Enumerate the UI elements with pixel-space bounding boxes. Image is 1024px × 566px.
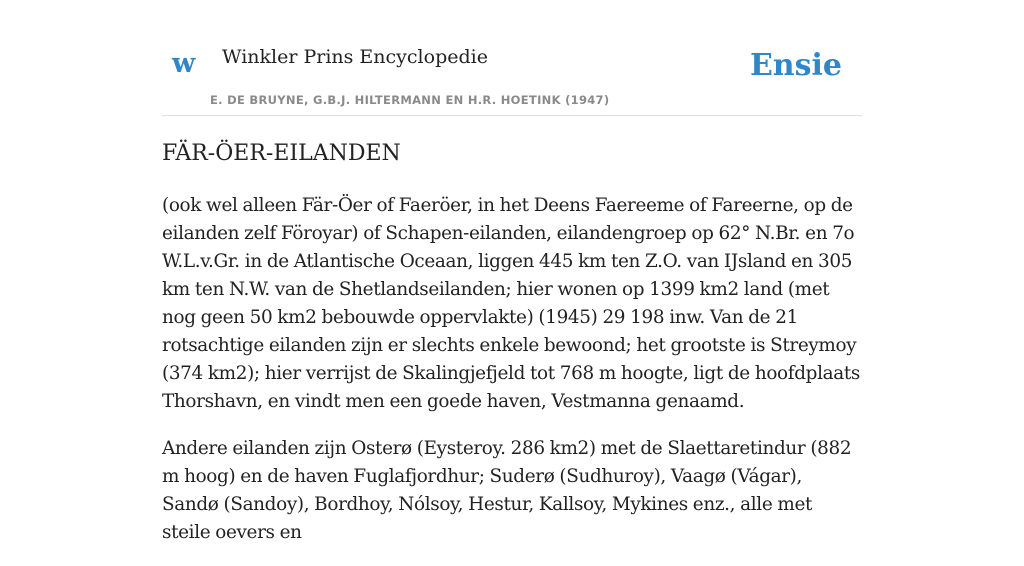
publication-authors: E. DE BRUYNE, G.B.J. HILTERMANN EN H.R. HOETINK (1947) bbox=[210, 93, 610, 107]
entry-body bbox=[162, 192, 862, 566]
publication-logo[interactable]: w bbox=[172, 48, 196, 79]
site-header bbox=[162, 0, 862, 116]
publication-title[interactable]: Winkler Prins Encyclopedie bbox=[222, 46, 488, 68]
entry-title: FÄR-ÖER-EILANDEN bbox=[162, 141, 401, 166]
entry-paragraph: Andere eilanden zijn Osterø (Eysteroy. 286 km2) met de Slaettaretindur (882 m hoog) en de haven Fuglafjordhur; Suderø (Sudhuroy), Vaagø (Vágar), Sandø (Sandoy), Bordhoy, Nólsoy, Hestur, Kallsoy, Mykines enz., alle met steile oevers en bbox=[162, 438, 852, 543]
ensie-brand-logo[interactable]: Ensie bbox=[749, 48, 842, 83]
entry-paragraph: (ook wel alleen Fär-Öer of Faeröer, in het Deens Faereeme of Fareerne, op de eilanden zelf Föroyar) of Schapen-eilanden, eilandengroep op 62° N.Br. en 7o W.L.v.Gr. in de Atlantische Oceaan, liggen 445 km ten Z.O. van IJsland en 305 km ten N.W. van de Shetlandseilanden; hier wonen op 1399 km2 land (met nog geen 50 km2 bebouwde oppervlakte) (1945) 29 198 inw. Van de 21 rotsachtige eilanden zijn er slechts enkele bewoond; het grootste is Streymoy (374 km2); hier verrijst de Skalingjefjeld tot 768 m hoogte, ligt de hoofdplaats Thorshavn, en vindt men een goede haven, Vestmanna genaamd. bbox=[162, 195, 860, 412]
